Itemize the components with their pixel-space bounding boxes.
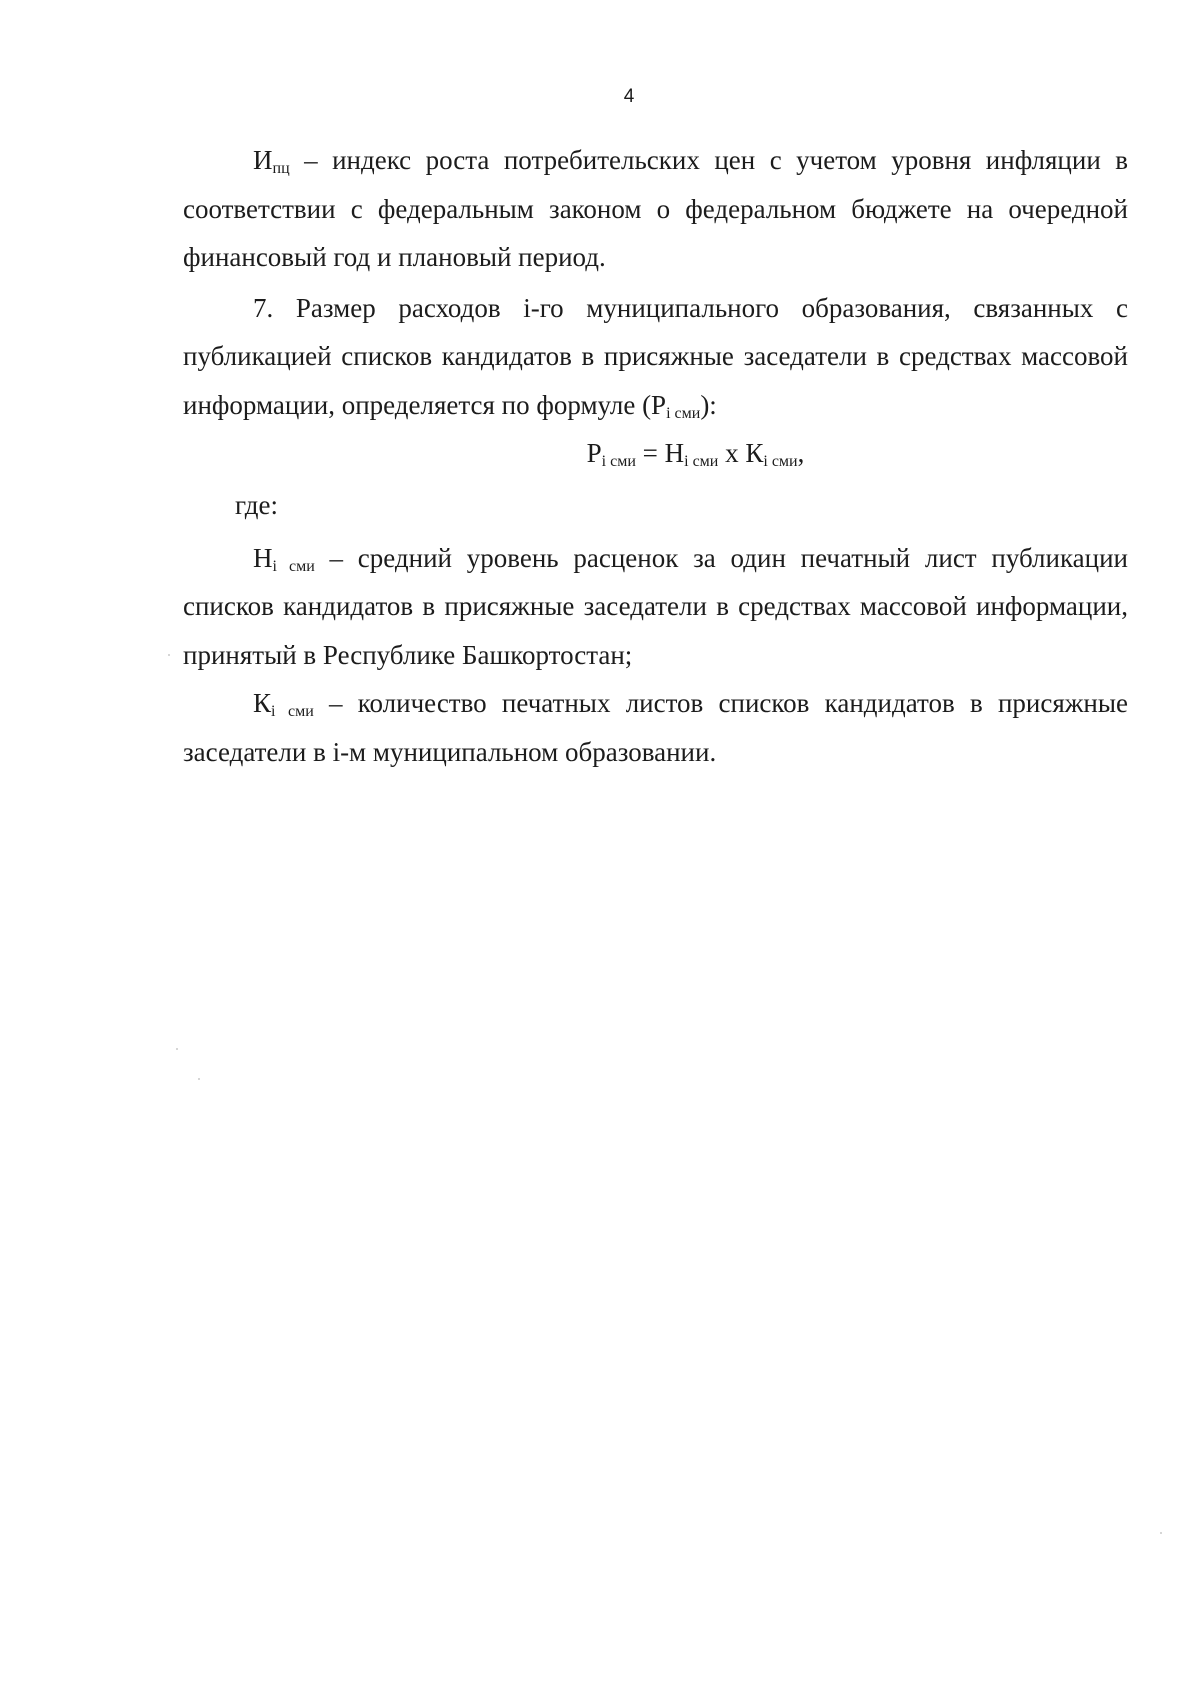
scan-speck xyxy=(198,1078,200,1080)
formula xyxy=(183,429,1128,477)
n-symbol-subscript: i сми xyxy=(272,557,315,575)
page-number: 4 xyxy=(623,86,635,107)
k-symbol-subscript: i сми xyxy=(271,703,314,720)
formula-p-subscript: i сми xyxy=(601,453,636,470)
item-7-text: 7. Размер расходов i-го муниципального образования, связанных с публикацией списков кандидатов в присяжные заседатели в средствах массовой информации, определяется по формуле (Р xyxy=(183,292,1128,420)
formula-k-subscript: i сми xyxy=(763,453,798,470)
item-7-subscript: i сми xyxy=(666,404,701,422)
formula-tail: , xyxy=(797,438,805,468)
item-7-paragraph xyxy=(183,284,1128,430)
item-7-tail: ): xyxy=(700,389,717,420)
n-symbol: Н xyxy=(253,542,273,573)
n-definition-paragraph xyxy=(183,534,1128,680)
formula-times-k: х К xyxy=(718,438,764,468)
formula-n-subscript: i сми xyxy=(684,453,719,470)
k-definition-paragraph xyxy=(183,679,1128,776)
ipc-definition-paragraph xyxy=(183,136,1128,282)
ipc-symbol: И xyxy=(253,145,273,175)
n-definition-text: – средний уровень расценок за один печатный лист публикации списков кандидатов в присяжные заседатели в средствах массовой информации, принятый в Республике Башкортостан; xyxy=(183,542,1128,670)
document-body xyxy=(183,136,1128,776)
ipc-definition-text: – индекс роста потребительских цен с учетом уровня инфляции в соответствии с федеральным законом о федеральном бюджете на очередной финансовый год и плановый период. xyxy=(183,145,1128,272)
ipc-symbol-subscript: пц xyxy=(272,160,290,177)
k-definition-text: – количество печатных листов списков кандидатов в присяжные заседатели в i-м муниципальном образовании. xyxy=(183,688,1128,767)
formula-equals-n: = Н xyxy=(635,438,685,468)
scan-speck xyxy=(168,654,170,656)
scan-speck xyxy=(1160,1532,1162,1534)
k-symbol: К xyxy=(253,688,272,718)
formula-p: Р xyxy=(586,438,602,468)
where-label: где: xyxy=(235,490,278,520)
scan-speck xyxy=(176,1048,178,1050)
